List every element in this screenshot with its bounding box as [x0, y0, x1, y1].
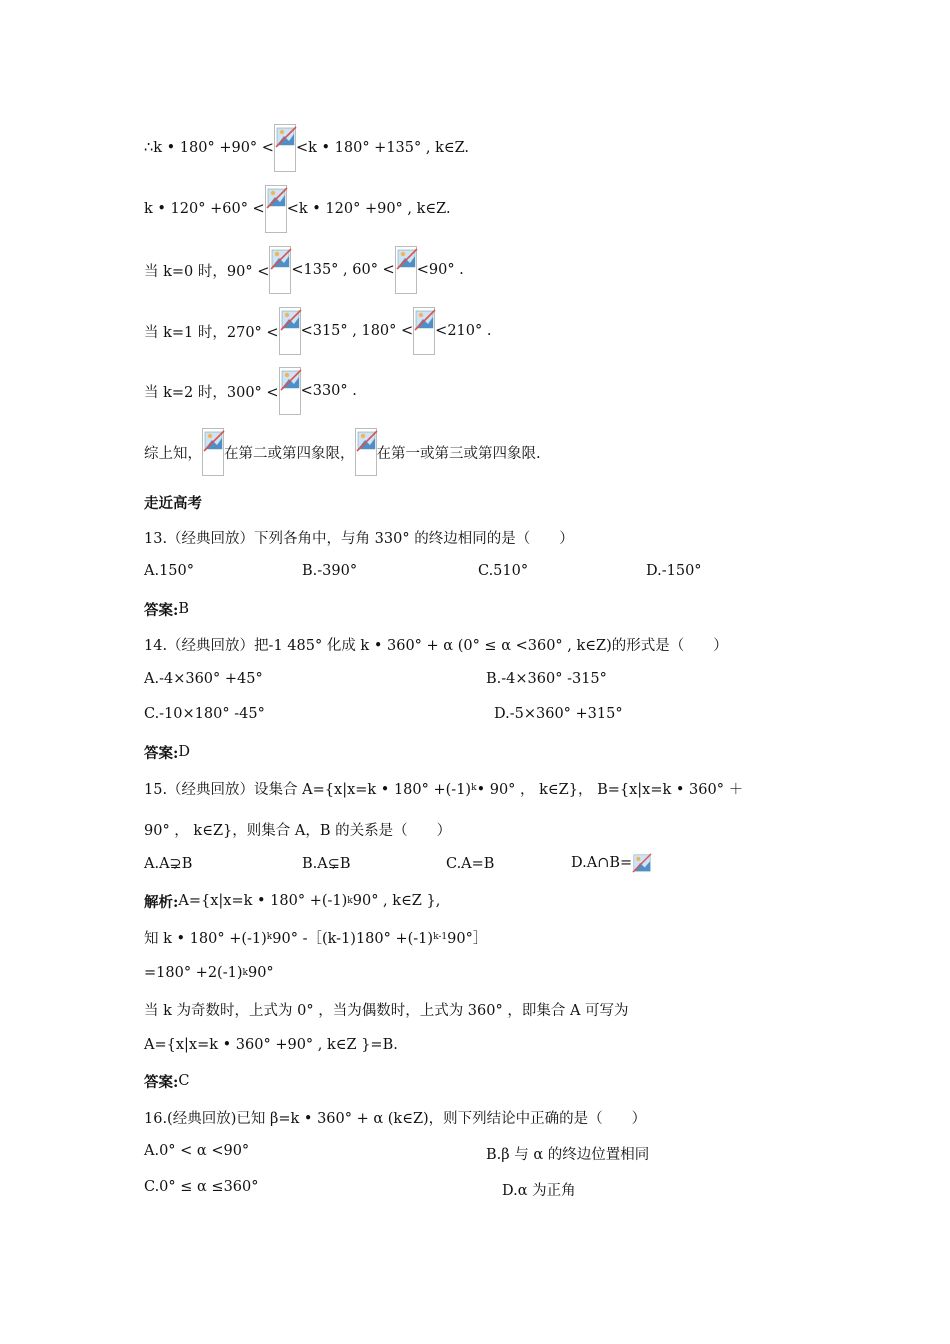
q15-analysis-line-3	[144, 962, 274, 984]
superscript: k-1	[433, 932, 448, 942]
broken-image-icon	[274, 124, 296, 172]
broken-image-icon	[279, 367, 301, 415]
text-segment: <315° , 180° <	[300, 323, 414, 339]
q15-answer	[144, 1070, 189, 1092]
q14-answer	[144, 741, 190, 763]
q15-analysis-line-1	[144, 890, 440, 912]
solution-line-1	[144, 137, 469, 159]
answer-value: B	[178, 601, 190, 617]
q13-option-d: D.-150°	[646, 563, 702, 579]
text-segment: 当 k=2 时，300° <	[144, 384, 279, 401]
broken-image-icon	[279, 307, 301, 355]
q13-option-c: C.510°	[478, 563, 529, 579]
section-heading: 走近高考	[144, 494, 202, 512]
solution-line-2	[144, 198, 451, 220]
text-segment: 90° -［(k-1)180° +(-1)	[272, 930, 434, 947]
text-segment: 当 k=1 时，270° <	[144, 324, 279, 341]
q14-option-d: D.-5×360° +315°	[494, 706, 623, 722]
q15-analysis-line-4: 当 k 为奇数时，上式为 0° ，当为偶数时，上式为 360° ，即集合 A 可写为	[144, 1002, 629, 1019]
q15-option-a: A.A⊋B	[144, 856, 193, 872]
q16-option-a: A.0° < α <90°	[144, 1143, 250, 1159]
text-segment: ∴k • 180° +90° <	[144, 140, 274, 156]
q15-analysis-line-5: A={x|x=k • 360° +90° , k∈Z }=B.	[144, 1037, 398, 1053]
text-segment: 在第二或第四象限，	[224, 445, 355, 462]
text-segment: <k • 120° +90° , k∈Z.	[286, 201, 451, 217]
text-segment: <330° .	[300, 383, 357, 399]
q15-option-c: C.A=B	[446, 856, 495, 872]
option-text: D.A∩B=	[571, 855, 633, 871]
text-segment: 15.（经典回放）设集合 A={x|x=k • 180° +(-1)	[144, 781, 472, 798]
q14-option-b: B.-4×360° -315°	[486, 671, 607, 687]
broken-image-icon	[355, 428, 377, 476]
superscript: k	[242, 968, 248, 978]
q14-option-a: A.-4×360° +45°	[144, 671, 263, 687]
solution-line-3	[144, 259, 464, 281]
text-segment: 知 k • 180° +(-1)	[144, 930, 267, 947]
text-segment: 当 k=0 时，90° <	[144, 263, 270, 280]
solution-line-4	[144, 320, 491, 342]
q15-option-d	[571, 853, 652, 873]
text-segment: 90° , k∈Z },	[352, 893, 441, 909]
broken-image-icon	[265, 185, 287, 233]
question-14-stem: 14.（经典回放）把-1 485° 化成 k • 360° + α (0° ≤ α <360° , k∈Z)的形式是（ ）	[144, 637, 728, 654]
answer-value: C	[178, 1073, 190, 1089]
text-segment: 90°］	[447, 930, 488, 947]
solution-line-5	[144, 380, 357, 402]
q13-answer	[144, 598, 189, 620]
q16-option-c: C.0° ≤ α ≤360°	[144, 1179, 259, 1195]
q15-analysis-line-2	[144, 926, 487, 948]
question-16-stem: 16.(经典回放)已知 β=k • 360° + α (k∈Z)，则下列结论中正确的是（ ）	[144, 1110, 647, 1127]
broken-image-icon	[202, 428, 224, 476]
answer-label: 答案:	[144, 601, 179, 619]
solution-line-6	[144, 441, 541, 463]
q14-option-c: C.-10×180° -45°	[144, 706, 265, 722]
q16-option-b: B.β 与 α 的终边位置相同	[486, 1147, 650, 1163]
answer-label: 答案:	[144, 1073, 179, 1091]
superscript: k	[347, 896, 353, 906]
question-13-stem: 13.（经典回放）下列各角中，与角 330° 的终边相同的是（ ）	[144, 530, 574, 547]
text-segment: <135° , 60° <	[291, 262, 395, 278]
text-segment: <k • 180° +135° , k∈Z.	[295, 140, 470, 156]
broken-image-icon	[632, 853, 652, 873]
question-15-stem-line-2: 90° ， k∈Z}，则集合 A，B 的关系是（ ）	[144, 822, 452, 839]
superscript: k	[471, 783, 477, 793]
q16-option-d: D.α 为正角	[502, 1183, 576, 1199]
broken-image-icon	[395, 246, 417, 294]
answer-label: 答案:	[144, 744, 179, 762]
superscript: k	[266, 932, 273, 942]
broken-image-icon	[413, 307, 435, 355]
question-15-stem-line-1	[144, 777, 743, 799]
text-segment: k • 120° +60° <	[144, 201, 265, 217]
q15-option-b: B.A⊊B	[302, 856, 351, 872]
q13-option-b: B.-390°	[302, 563, 358, 579]
text-segment: A={x|x=k • 180° +(-1)	[178, 893, 348, 909]
analysis-label: 解析:	[144, 893, 179, 911]
text-segment: =180° +2(-1)	[144, 965, 243, 981]
broken-image-icon	[269, 246, 291, 294]
text-segment: 在第一或第三或第四象限.	[376, 445, 541, 462]
text-segment: 综上知，	[144, 445, 202, 462]
text-segment: <90° .	[416, 262, 464, 278]
text-segment: • 90° ， k∈Z}， B={x|x=k • 360° ＋	[476, 781, 744, 798]
text-segment: <210° .	[435, 323, 492, 339]
text-segment: 90°	[247, 965, 274, 981]
answer-value: D	[178, 744, 190, 760]
q13-option-a: A.150°	[144, 563, 195, 579]
